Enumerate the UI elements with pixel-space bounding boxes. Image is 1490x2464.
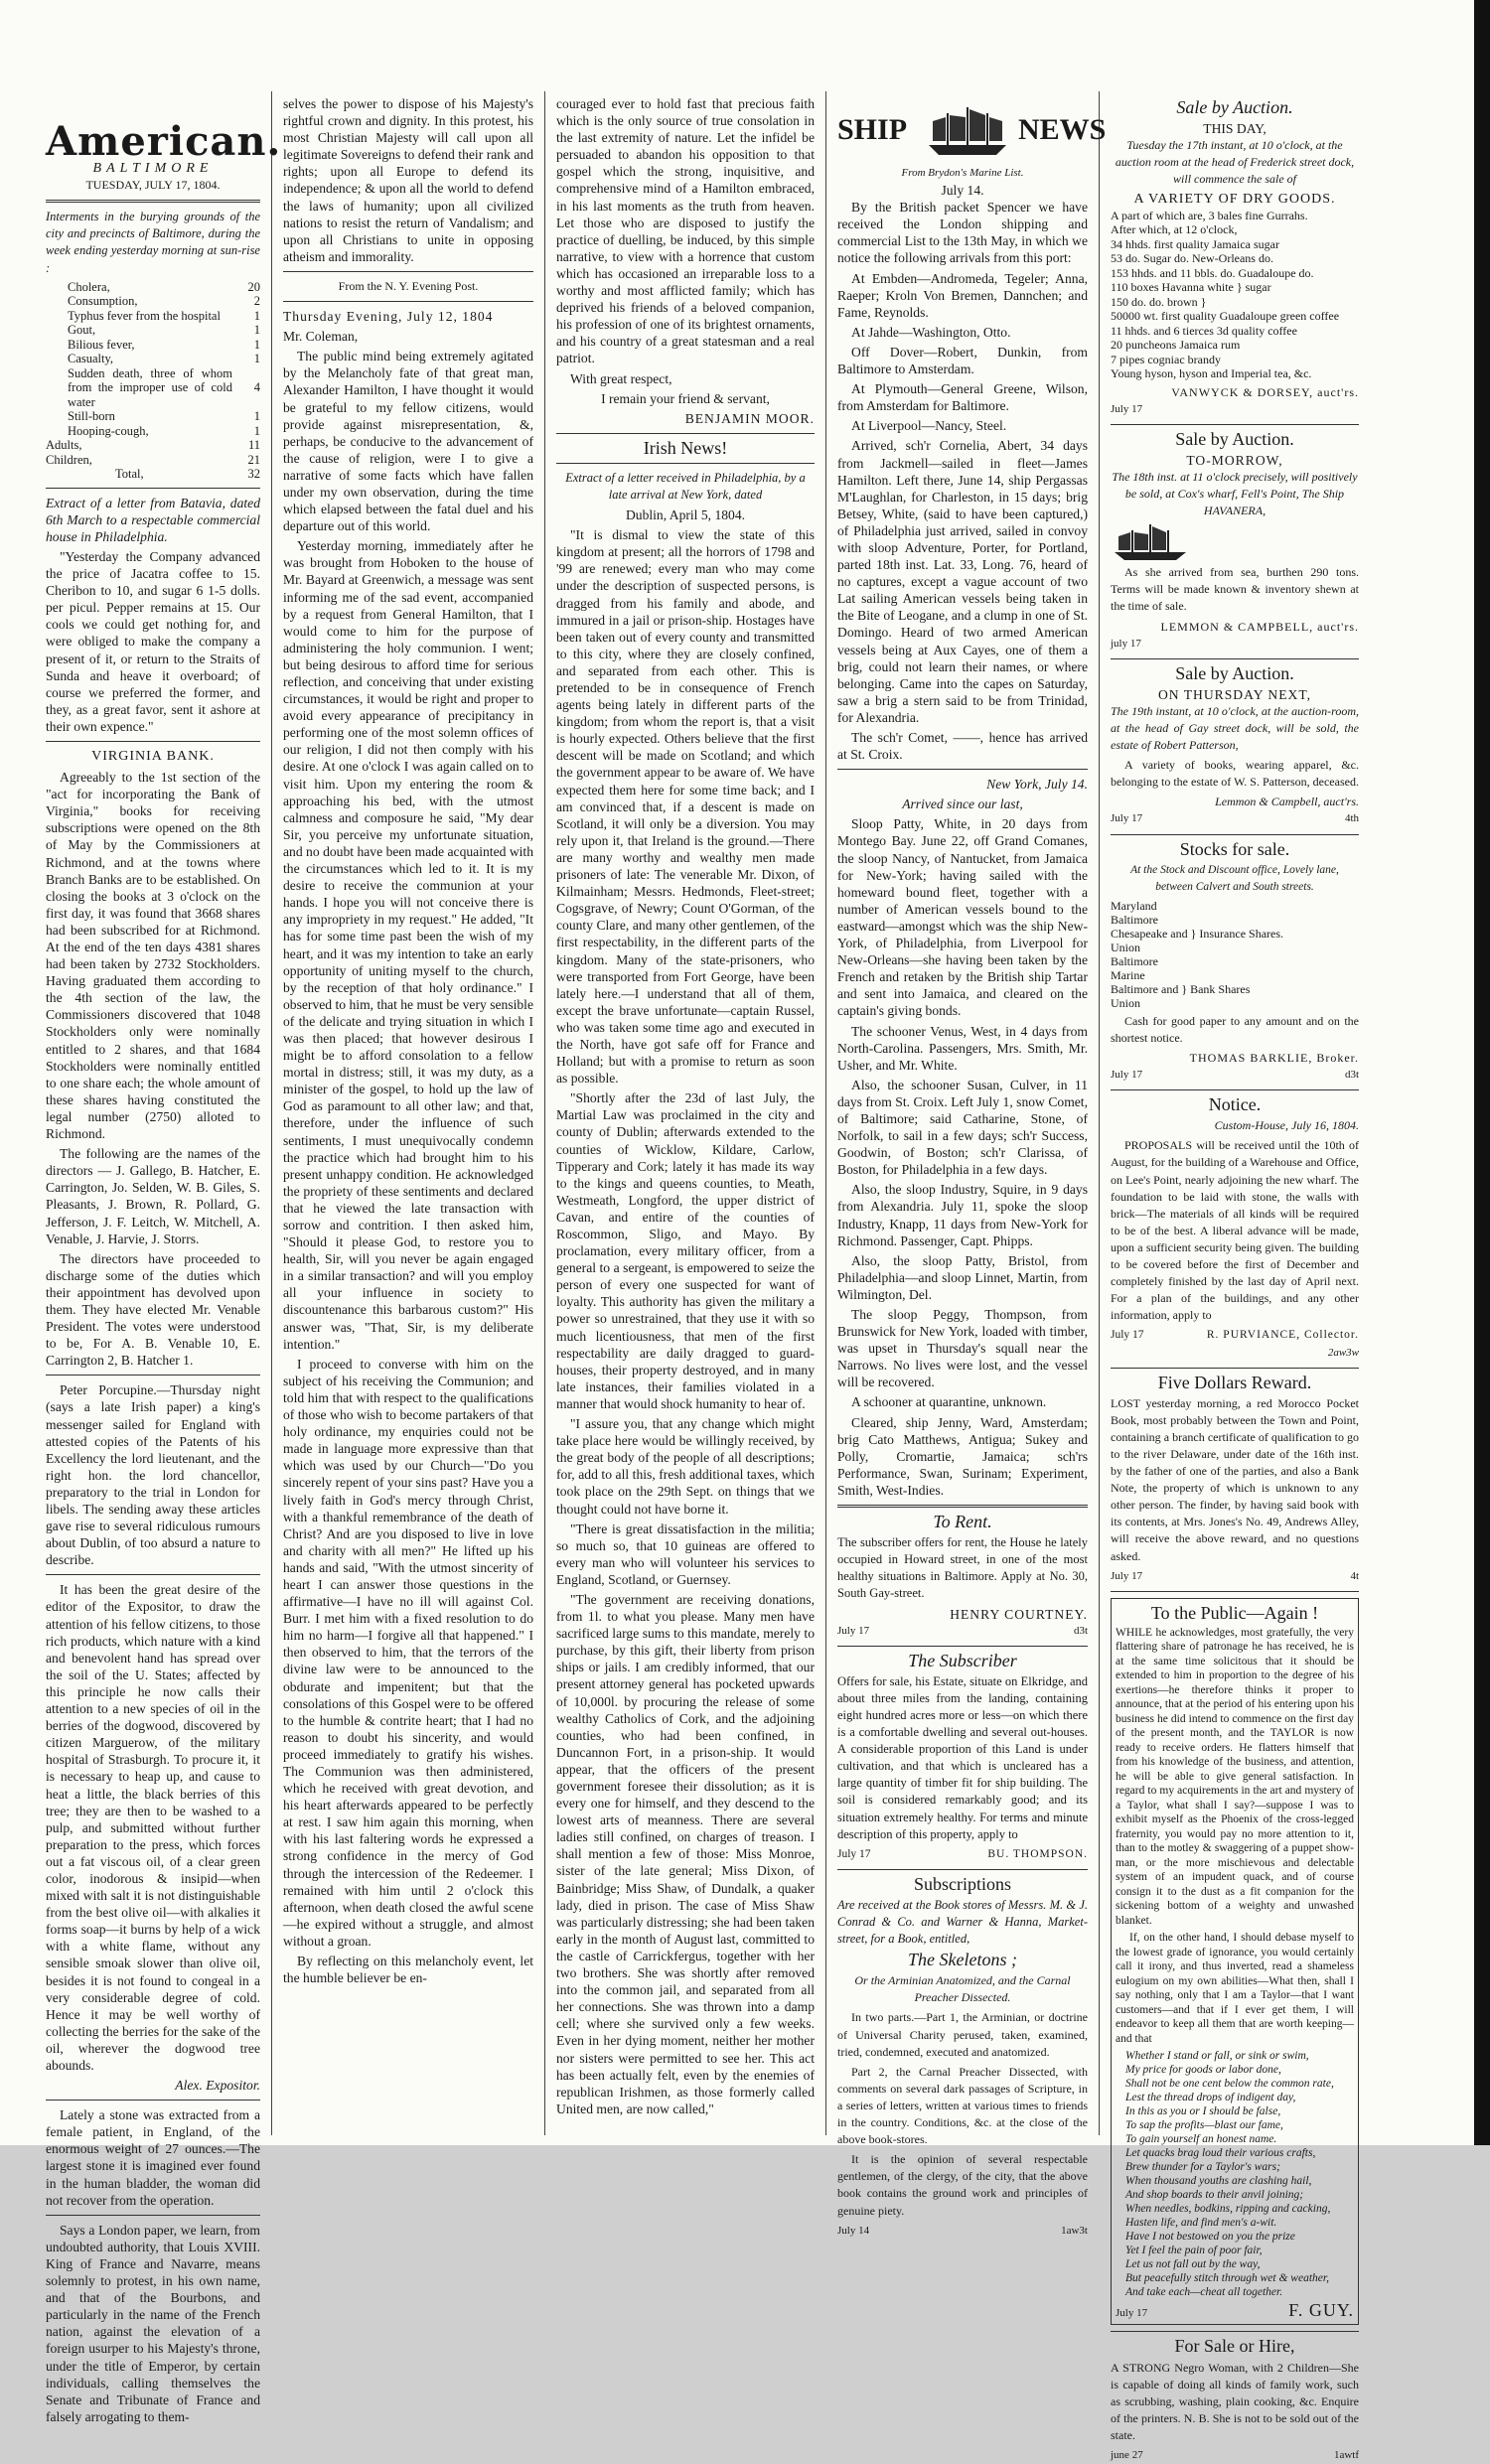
bill-cause: Casualty, bbox=[68, 352, 114, 366]
bill-row bbox=[46, 467, 260, 482]
ship-news-paragraph-11: Cleared, ship Jenny, Ward, Amsterdam; brig Cato Matthews, Antigua; Sukey and Polly, Cromartie, Jamaica; sch'rs Performance, Swan, Surinam; Experiment, Smith, West-Indies. bbox=[837, 1414, 1088, 1498]
masthead-divider bbox=[46, 200, 260, 203]
stocks-date: July 17 bbox=[1111, 1069, 1143, 1082]
column-2 bbox=[273, 95, 543, 2133]
dogwood-oil-paragraph: It has been the great desire of the editor of the Expositor, to draw the attention of his fellow citizens, to those rich products, which nature with a kind and benevolent hand has spread over the soil of the U. States; affected by this principle he now calls their attention to a new species of oil in the berries of the dogwood, discovered by citizen Marguerow, of the military hospital of Strasburgh. To procure it, it is necessary to heap up, and cause to heat a little, the black berries of this tree; they are then to be washed to a pulp, and submitted without further preparation to the press, which forces out a fat viscous oil, of a clear green color, inodorous & insipid—when mixed with salt it is not distinguishable from the best olive oil—with alkalies it forms soap—it burns by help of a wick with a white flame, without any sensible smoak slower than olive oil, besides it is not found to congeal in a very considerable degree of cold. Hence it may be well worthy of collecting the berries for the sake of the oil, wherever the dogwood tree abounds. bbox=[46, 1582, 260, 2073]
ship-news-paragraph-3: The sch'r Comet, ——, hence has arrived at St. Croix. bbox=[837, 730, 1088, 763]
virginia-bank-votes: The directors have proceeded to discharge some of the duties which their appointment has devolved upon them. They have elected Mr. Venable President. The votes were understood to be, For A. B. Venable 10, E. Carrington 2, B. Hatcher 1. bbox=[46, 1250, 260, 1369]
bill-cause: Consumption, bbox=[68, 294, 138, 309]
auction-1-body: Tuesday the 17th instant, at 10 o'clock, at the auction room at the head of Frederick street dock, will commence the sale of bbox=[1115, 138, 1355, 187]
subscriber-body: Offers for sale, his Estate, situate on Elkridge, and about three miles from the landing, containing eight hundred acres more or less—on which there is a comfortable dwelling and several out-houses. A considerable proportion of this Land is under cultivation, and that which is uncleared has a large quantity of timber fit for ship building. The soil is considered remarkably good; and its situation extremely healthy. For terms and minute description of this property, apply to bbox=[837, 1673, 1088, 1841]
ship-news-paragraph-8: Also, the sloop Patty, Bristol, from Philadelphia—and sloop Linnet, Martin, from Wilmington, Del. bbox=[837, 1252, 1088, 1302]
bill-row bbox=[46, 424, 260, 439]
bill-count: 1 bbox=[253, 409, 260, 424]
stocks-subheading: At the Stock and Discount office, Lovely lane, between Calvert and South streets. bbox=[1130, 863, 1339, 893]
sailing-ship-icon bbox=[921, 103, 1014, 159]
to-rent-heading: To Rent. bbox=[933, 1512, 992, 1532]
salutation: Mr. Coleman, bbox=[283, 329, 359, 345]
subscriptions-code: 1aw3t bbox=[1061, 2224, 1088, 2237]
ship-news-paragraph-6: Also, the schooner Susan, Culver, in 11 days from St. Croix. Left July 1, snow Comet, of Baltimore; said Catharine, Stone, of Norfolk, to sail in a few days; sch'r Success, Goodwin, of Boston; sch'r Clarissa, of Boston, for Philadelphia in a few days. bbox=[837, 1077, 1088, 1178]
source-line: From the N. Y. Evening Post. bbox=[338, 278, 479, 293]
arrival-item: At Jahde—Washington, Otto. bbox=[851, 324, 1011, 340]
ship-news-paragraph-9: The sloop Peggy, Thompson, from Brunswick for New York, loaded with timber, was upset in Thursday's squall near the Narrows. No lives were lost, and the vessel will be recovered. bbox=[837, 1307, 1088, 1390]
reward-footer bbox=[1111, 1568, 1359, 1585]
ship-news-date: July 14. bbox=[941, 183, 984, 199]
auction-1-this-day: THIS DAY, bbox=[1203, 121, 1266, 137]
divider bbox=[1111, 658, 1359, 659]
virginia-bank-directors: The following are the names of the directors — J. Gallego, B. Hatcher, E. Carrington, Jo. Selden, W. B. Giles, S. Pleasants, J. Brown, R. Pollard, G. Jefferson, J. F. Leitch, W. Mitchell, A. Venable, J. Harvie, J. Storrs. bbox=[46, 1146, 260, 1246]
divider bbox=[1111, 1089, 1359, 1090]
divider bbox=[46, 2215, 260, 2216]
bill-row bbox=[46, 366, 260, 410]
bill-cause: Still-born bbox=[68, 409, 115, 424]
ship-news-paragraph-5: The schooner Venus, West, in 4 days from North-Carolina. Passengers, Mrs. Smith, Mr. Usher, and Mr. White. bbox=[837, 1023, 1088, 1073]
bill-cause: Total, bbox=[115, 467, 144, 482]
hire-body: A STRONG Negro Woman, with 2 Children—She is capable of doing all kinds of family work, such as scrubbing, washing, plain cooking, &c. Enquire of the printers. N. B. She is not to be sold out of the state. bbox=[1111, 2360, 1359, 2442]
skeletons-part-2: Part 2, the Carnal Preacher Dissected, with comments on several dark passages of Scripture, in a series of letters, written at various times to friends in the country. Conditions, &c. at the close of the above book-stores. bbox=[837, 2064, 1088, 2147]
hire-code: 1awtf bbox=[1333, 2448, 1359, 2461]
subscriptions-heading: Subscriptions bbox=[913, 1873, 1011, 1894]
hamilton-continuation: couraged ever to hold fast that precious faith which is the only source of true consolation in the last extremity of nature. Let the infidel be persuaded to abandon his opposition to that gospel which the strong, inquisitive, and comprehensive mind of a Hamilton embraced, in his last moments as the truth from heaven. Let those who are disposed to justify the practice of duelling, be induced, by this simple narrative, to view with a horrence that custom which has occasioned an irreparable loss to a worthy and most afflicted family; which has deprived his friends of a beloved companion, his profession of one of its brightest ornaments, and his country of a great statesman and a real patriot. bbox=[556, 96, 815, 366]
auction-2-heading: Sale by Auction. bbox=[1175, 428, 1294, 449]
reward-date: July 17 bbox=[1111, 1569, 1143, 1582]
bill-count: 2 bbox=[253, 294, 260, 309]
stocks-footer bbox=[1111, 1067, 1359, 1084]
subscriber-signature: BU. THOMPSON. bbox=[987, 1847, 1088, 1860]
auction-3-date: July 17 bbox=[1111, 812, 1143, 825]
to-rent-code: d3t bbox=[1073, 1624, 1088, 1637]
auction-2-body: The 18th inst. at 11 o'clock precisely, will positively be sold, at Cox's wharf, Fell's Point, The Ship HAVANERA, bbox=[1112, 469, 1358, 518]
bill-count: 1 bbox=[253, 423, 260, 438]
divider bbox=[46, 741, 260, 742]
bill-row bbox=[46, 352, 260, 366]
closing-remain: I remain your friend & servant, bbox=[601, 390, 770, 406]
skeletons-subtitle: Or the Arminian Anatomized, and the Carnal Preacher Dissected. bbox=[854, 1973, 1071, 2005]
auction-2-date: july 17 bbox=[1111, 637, 1141, 650]
louis-xviii-paragraph: Says a London paper, we learn, from undoubted authority, that Louis XVIII. King of France and Navarre, means solemnly to protest, in his own name, and that of the Bourbons, and particularly in the name of the French nation, against the elevation of a foreign usurper to his Majesty's throne, under the title of Emperor, by certain individuals, calling themselves the Senate and Tribunate of France and falsely arrogating to them- bbox=[46, 2222, 260, 2424]
divider bbox=[837, 1505, 1088, 1508]
benjamin-moor-signature: BENJAMIN MOOR. bbox=[684, 410, 815, 426]
expositor-signature: Alex. Expositor. bbox=[175, 2078, 260, 2094]
bill-row bbox=[46, 280, 260, 295]
irish-paragraph-1: "It is dismal to view the state of this kingdom at present; all the horrors of 1798 and '99 are renewed; every man who may come under the description of suspected persons, is dragged from his family and abode, and immured in a jail or prison-ship. Hostages have been taken out of every county and transmitted to this city, where they are closely confined, and separated from each other. This is pretended to be in consequence of French agents being lately in different parts of the kingdom; from whom the report is, that a visit is hourly expected. Others believe that the first descent will be made on Scotland; and which the government appear to be aware of. We have expected them here for some time back; and I am convinced that, if a descent is made on Scotland, it will only be a diversion. You may rely upon it, that Ireland is the ground.—There are many worthy and wealthy men made prisoners of late: The venerable Mr. Dixon, of Kilmainham; Messrs. Hedmonds, Fleet-street; Cogsgrave, of Newry; Count O'Gorman, of the county Clare, and many other gentlemen, of the first respectability, in the different parts of the kingdom. Many of the state-prisoners, who were transported from Fort George, have been lately here.—I understand that all of them, except the brave unfortunate—captain Russel, who was taken some time ago and executed in the North, have got safe off for France and Holland; but with a promise to return as soon as possible. bbox=[556, 527, 815, 1087]
subscriptions-footer bbox=[837, 2223, 1088, 2240]
notice-body: PROPOSALS will be received until the 10th of August, for the building of a Warehouse and Office, on Lee's Point, nearly adjoining the new wharf. The foundation to be laid with stone, the walls with brick—The materials of all kinds will be required to be of the best. A liberal advance will be made, upon a sufficient security being given. The building to be covered before the first of December and completely finished by the last day of April next. For a plan of the buildings, and any other information, apply to bbox=[1111, 1138, 1359, 1323]
auction-1-heading: Sale by Auction. bbox=[1176, 97, 1293, 117]
public-poem: Whether I stand or fall, or sink or swim, My price for goods or labor done, Shall not be one cent below the common rate, Lest the thread drops of indigent day, In this as you or I should be false, To sap the profits—blast our fame, To gain yourself an honest name. Let quacks brag loud their various crafts, Brew thunder for a Taylor's wars; When thousand youths are clashing hail, And shop boards to their anvil joining; When needles, bodkins, ripping and cacking, Hasten life, and find men's a-wit. Have I not bestowed on you the prize Yet I feel the pain of poor fair, Let us not fall out by the way, But peacefully stitch through wet & weather, And take each—cheat all together. bbox=[1125, 2050, 1334, 2299]
bill-cause: Sudden death, three of whom from the improper use of cold water bbox=[68, 365, 232, 409]
dateline: Thursday Evening, July 12, 1804 bbox=[283, 309, 494, 325]
ship-news-paragraph-7: Also, the sloop Industry, Squire, in 9 days from Alexandria. July 11, spoke the sloop Industry, Knapp, 11 days from New-York for Richmond. Passenger, Capt. Phipps. bbox=[837, 1182, 1088, 1248]
bill-row bbox=[46, 453, 260, 468]
protest-continuation: selves the power to dispose of his Majesty's rightful crown and dignity. In this protest, his most Christian Majesty will call upon all legitimate Sovereigns to defend their rank and rights; upon all Europe to defend its independence; & upon all the world to defend the laws of humanity; upon all civilized nations to resist the return of Vandalism; and upon all Christians to unite in opposing atheism and immorality. bbox=[283, 96, 533, 264]
irish-dateline: Dublin, April 5, 1804. bbox=[625, 507, 746, 523]
bill-row bbox=[46, 309, 260, 324]
ship-news-paragraph-1: By the British packet Spencer we have received the London shipping and commercial List to the 13th May, in which we notice the following arrivals from this port: bbox=[837, 200, 1088, 266]
irish-news-heading: Irish News! bbox=[643, 437, 728, 458]
notice-code: 2aw3w bbox=[1327, 1346, 1359, 1359]
new-york-dateline: New York, July 14. bbox=[986, 777, 1088, 793]
subscriptions-body: Are received at the Book stores of Messrs. M. & J. Conrad & Co. and Warner & Hanna, Market-street, for a Book, entitled, bbox=[837, 1897, 1088, 1947]
masthead-date: TUESDAY, JULY 17, 1804. bbox=[85, 178, 221, 193]
irish-paragraph-4: "There is great dissatisfaction in the militia; so much so, that 10 guineas are offered to every man who will volunteer his services to England, Scotland, or Guernsey. bbox=[556, 1521, 815, 1587]
bill-cause: Adults, bbox=[46, 438, 82, 453]
notice-date: Custom-House, July 16, 1804. bbox=[1214, 1118, 1359, 1133]
ship-news-masthead bbox=[837, 103, 1107, 159]
auction-3-code: 4th bbox=[1344, 812, 1359, 825]
bill-cause: Gout, bbox=[68, 323, 96, 338]
irish-paragraph-3: "I assure you, that any change which might take place here would be willingly received, by the great body of the people of all descriptions; for, add to all this, fresh additional taxes, which took place on the 29th Sept. on things that we thought could not have borne it. bbox=[556, 1416, 815, 1517]
notice-heading: Notice. bbox=[1208, 1094, 1262, 1115]
hire-date: june 27 bbox=[1111, 2448, 1143, 2461]
hamilton-paragraph-2: Yesterday morning, immediately after he was brought from Hoboken to the house of Mr. Bayard at Greenwich, a message was sent informing me of the sad event, accompanied by a request from General Hamilton, that I would come to him for the purpose of administering the holy communion. I went; but being desirous to afford time for serious reflection, and conceiving that under existing circumstances, it would be right and proper to avoid every appearance of precipitancy in performing one of the most solemn offices of our religion, I did not then comply with his desire. At one o'clock I was again called on to visit him. Upon my entering the room & approaching his bed, with the utmost calmness and composure he said, "My dear Sir, you perceive my unfortunate situation, and no doubt have been made acquainted with the circumstances which led to it. It is my desire to receive the communion at your hands. I hope you will not conceive there is any impropriety in my request." He added, "It has for some time past been the wish of my heart, and it was my intention to take an early opportunity of uniting myself to the church, by the reception of that holy ordinance." I observed to him, that he must be very sensible of the delicate and trying situation in which I was then placed; that however desirous I might be to afford consolation to a fellow mortal in distress; still, it was my duty, as a minister of the gospel, to hold up the law of God as paramount to all other law; and that, therefore, under the influence of such sentiments, I must unequivocally condemn the practice which had brought him to his present unhappy condition. He acknowledged the propriety of these sentiments and declared that he viewed the late transaction with sorrow and contrition. I then asked him, "Should it please God, to restore you to health, Sir, will you never be again engaged in a similar transaction? and will you employ all your influence in society to discountenance this barbarous custom?" His answer was, "That, Sir, is my deliberate intention." bbox=[283, 538, 533, 1352]
hire-footer bbox=[1111, 2447, 1359, 2464]
bill-heading: Interments in the burying grounds of the city and precincts of Baltimore, during the week ending yesterday morning at sun-rise : bbox=[46, 210, 260, 275]
skeletons-opinion: It is the opinion of several respectable gentlemen, of the clergy, of the city, that the above book contains the ground work and principles of genuine piety. bbox=[837, 2152, 1088, 2218]
to-rent-body: The subscriber offers for rent, the House he lately occupied in Howard street, in one of the most healthy situations in Baltimore. Apply at No. 30, South Gay-street. bbox=[837, 1535, 1088, 1601]
hamilton-paragraph-4: By reflecting on this melancholy event, let the humble believer be en- bbox=[283, 1954, 533, 1986]
divider bbox=[837, 769, 1088, 770]
ship-news-ship-word: SHIP bbox=[837, 113, 908, 146]
reward-heading: Five Dollars Reward. bbox=[1157, 1372, 1312, 1392]
divider bbox=[283, 271, 533, 272]
stocks-list: Maryland Baltimore Chesapeake and } Insurance Shares. Union Baltimore Marine Baltimore and } Bank Shares Union bbox=[1111, 898, 1284, 1010]
ship-news-paragraph-2: Arrived, sch'r Cornelia, Abert, 34 days from Jackmell—sailed in fleet—James Hamilton. Left there, June 14, ship Pergassas M'Laughlan, for Charleston, in 15 days; brig Betsey, White, (said to have been captured,) of Philadelphia just arrived, sailed in convoy with sloop Adventure, Porter, for Portland, parted 18th inst. Lat. 33, Long. 76, heard of no captures, except a vague account of two Lat sailing American vessels being taken in the Bite of Leogane, and a clump in one of St. Domingo. Heard of two armed American vessels being at Aux Cayes, one of them a brig, could not learn their names, or where belonging. Came into the capes on Saturday, saw a brig a stern said to be from Trinidad, for Alexandria. bbox=[837, 438, 1088, 725]
sailing-ship-icon bbox=[1111, 522, 1190, 562]
divider bbox=[283, 301, 533, 302]
ship-news-paragraph-4: Sloop Patty, White, in 20 days from Montego Bay. June 22, off Grand Comanes, the sloop Nancy, of Nantucket, from Jamaica for New-York; having sailed with the homeward bound fleet, together with a number of American vessels bound to the eastward—amongst which was the ship New-York, of Philadelphia, from Liverpool for New-Orleans—she having been taken by the French and retaken by the British ship Tartar and sent into Jamaica, and cleared on the captain's giving bonds. bbox=[837, 816, 1088, 1019]
bill-cause: Hooping-cough, bbox=[68, 423, 149, 438]
divider bbox=[46, 1375, 260, 1376]
divider bbox=[46, 2100, 260, 2101]
stocks-heading: Stocks for sale. bbox=[1179, 838, 1290, 859]
notice-footer bbox=[1111, 1327, 1359, 1344]
divider bbox=[837, 1646, 1088, 1647]
auction-1-dry-goods: A VARIETY OF DRY GOODS. bbox=[1133, 192, 1336, 208]
bill-row bbox=[46, 294, 260, 309]
masthead-title: American. bbox=[46, 118, 282, 165]
subscriber-heading: The Subscriber bbox=[908, 1650, 1017, 1670]
divider bbox=[1111, 1591, 1359, 1592]
bill-count: 4 bbox=[253, 380, 260, 395]
column-1 bbox=[36, 99, 282, 2424]
batavia-paragraph: "Yesterday the Company advanced the price of Jacatra coffee to 15. Cheribon to 10, and sugar 6 1-5 dolls. per picul. Pepper remains at 15. Our cools we could get nothing for, and were obliged to make the company a present of it, or return to the Straits of Sunda and heave it overboard; of course we preferred the former, and they, as a great favor, sent it ashore at their own expence." bbox=[46, 548, 260, 734]
bill-count: 21 bbox=[247, 452, 260, 467]
to-rent-signature: HENRY COURTNEY. bbox=[950, 1606, 1088, 1622]
arrival-item: At Liverpool—Nancy, Steel. bbox=[851, 418, 1007, 434]
ship-news-news-word: NEWS bbox=[1018, 113, 1107, 146]
hamilton-paragraph-1: The public mind being extremely agitated by the Melancholy fate of that great man, Alexander Hamilton, I have thought it would be grateful to my fellow citizens, would provide against misrepresentation, &, perhaps, be conducive to the advancement of the cause of religion, were I to give a narrative of some facts which have fallen under my own observation, during the time which elapsed between the fatal duel and his departure out of this world. bbox=[283, 349, 533, 534]
auction-3-heading: Sale by Auction. bbox=[1175, 662, 1294, 683]
subscriptions-date: July 14 bbox=[837, 2224, 870, 2237]
public-date: July 17 bbox=[1116, 2307, 1148, 2320]
public-body-2: If, on the other hand, I should debase myself to the lowest grade of ignorance, you would certainly call it irony, and thus inverted, read a shameless eulogium on my own abilities—What then, shall I say nothing, only that I am a Taylor—that I want customers—and that if I ever get them, I will endeavor to keep all them that are worth keeping—and that bbox=[1116, 1932, 1354, 2045]
subscriber-date: July 17 bbox=[837, 1847, 871, 1860]
bill-count: 1 bbox=[253, 352, 260, 366]
bill-count: 1 bbox=[253, 323, 260, 338]
bill-count: 1 bbox=[253, 308, 260, 323]
column-rule bbox=[825, 91, 826, 2135]
column-rule bbox=[271, 91, 272, 2135]
bill-cause: Cholera, bbox=[68, 279, 110, 294]
bill-cause: Children, bbox=[46, 452, 92, 467]
bill-of-mortality-table bbox=[46, 280, 260, 482]
bill-count: 20 bbox=[247, 279, 260, 294]
skeletons-part-1: In two parts.—Part 1, the Arminian, or doctrine of Universal Charity perused, taken, examined, tried, condemned, executed and anatomized. bbox=[837, 2010, 1088, 2059]
public-heading: To the Public—Again ! bbox=[1150, 1602, 1319, 1623]
public-footer bbox=[1116, 2302, 1354, 2322]
auction-2-signature: LEMMON & CAMPBELL, auct'rs. bbox=[1160, 619, 1359, 634]
irish-paragraph-5: "The government are receiving donations, from 1l. to what you please. Many men have sacrificed large sums to this mandate, merely to purchase, by this gift, their liberty from prison ships or jails. I am credibly informed, that our present attorney general has pocketed upwards of 10,000l. by procuring the release of some wealthy Catholics of Cork, and the adjoining counties, who had been confined, in Duncannon Fort, in a prison-ship. It would appear, that the officers of the present government foresee their dissolution; as it is every one for himself, and they descend to the lowest arts of meanness. There are several ladies still confined, on charges of treason. I shall mention a few of those: Miss Monroe, sister of the late general; Miss Dixon, of Bainbridge; Miss Shaw, of Dundalk, a quaker lady, died in prison. The case of Miss Shaw was particularly distressing; she had been taken early in the month of August last, committed to the castle of Carrickfergus, together with her two brothers. She was shortly after removed into the common jail, and separated from all her connections. She was thrown into a damp cell; where she survived only a few weeks. Even in her dying moment, neither her mother nor sisters were permitted to see her. This act has been actually felt, even by the enemies of republican Irishmen, as those formerly called United men, are now called," bbox=[556, 1591, 815, 2116]
auction-3-footer bbox=[1111, 810, 1359, 827]
divider bbox=[1111, 424, 1359, 425]
irish-paragraph-2: "Shortly after the 23d of last July, the Martial Law was proclaimed in the city and county of Dublin; afterwards extended to the counties of Wicklow, Kildare, Carlow, Tipperary and Cork; lately it has made its way to the kings and queens counties, to Meath, Westmeath, Longford, the upper district of Cavan, and entire of the counties of Roscommon, Sligo, and Mayo. By proclamation, every military officer, from a general to a sergeant, is empowered to seize the person of every one suspected for want of loyalty. This authority has given the military a power so unrestrained, that they use it with so much licentiousness, that men of the first respectability are daily dragged to guard-houses, their property destroyed, and in many late instances, their families violated in a manner that would shock humanity to hear of. bbox=[556, 1090, 815, 1411]
to-rent-footer bbox=[837, 1623, 1088, 1640]
bill-row bbox=[46, 323, 260, 338]
stocks-body: Cash for good paper to any amount and on the shortest notice. bbox=[1111, 1013, 1359, 1045]
auction-3-signature: Lemmon & Campbell, auct'rs. bbox=[1215, 795, 1359, 809]
bill-count: 1 bbox=[253, 337, 260, 352]
auction-1-signature: VANWYCK & DORSEY, auct'rs. bbox=[1171, 384, 1359, 399]
divider bbox=[46, 488, 260, 489]
notice-signature: R. PURVIANCE, Collector. bbox=[1206, 1329, 1359, 1342]
bill-cause: Bilious fever, bbox=[68, 337, 135, 352]
bill-cause: Typhus fever from the hospital bbox=[68, 308, 221, 323]
arrival-item: Off Dover—Robert, Dunkin, from Baltimore to Amsterdam. bbox=[837, 344, 1088, 377]
to-rent-date: July 17 bbox=[837, 1624, 870, 1637]
reward-code: 4t bbox=[1350, 1569, 1359, 1582]
hire-heading: For Sale or Hire, bbox=[1174, 2336, 1295, 2357]
arrived-since-heading: Arrived since our last, bbox=[902, 797, 1023, 812]
public-signature: F. GUY. bbox=[1288, 2300, 1354, 2321]
auction-3-thursday: ON THURSDAY NEXT, bbox=[1157, 686, 1312, 702]
stocks-signature: THOMAS BARKLIE, Broker. bbox=[1189, 1051, 1359, 1065]
auction-1-list: A part of which are, 3 bales fine Gurrahs. After which, at 12 o'clock, 34 hhds. first quality Jamaica sugar 53 do. Sugar do. New-Orleans do. 153 hhds. and 11 bbls. do. Guadaloupe do. 110 boxes Havanna white } sugar 150 do. do. brown } 50000 wt. first quality Guadaloupe green coffee 11 hhds. and 6 tierces 3d quality coffee 20 puncheons Jamaica rum 7 pipes cogniac brandy Young hyson, hyson and Imperial tea, &c. bbox=[1111, 208, 1340, 381]
column-rule bbox=[1099, 91, 1100, 2135]
skeletons-title: The Skeletons ; bbox=[908, 1950, 1017, 1970]
auction-2-tomorrow: TO-MORROW, bbox=[1186, 452, 1283, 468]
notice-when: July 17 bbox=[1111, 1329, 1144, 1342]
divider bbox=[556, 463, 815, 464]
arrival-item: At Plymouth—General Greene, Wilson, from Amsterdam for Baltimore. bbox=[837, 381, 1088, 414]
reward-body: LOST yesterday morning, a red Morocco Pocket Book, most probably between the Town and Point, containing a branch certificate of qualification to go to the river Delaware, under date of the 16th inst. by the father of one of the parties, and also a Bank Note, the property of which is unknown to any other person. The finder, by having said book with its contents, at Mrs. Jones's No. 49, Andrews Alley, will receive the above reward, and no questions asked. bbox=[1111, 1395, 1359, 1563]
auction-2-body-2: As she arrived from sea, burthen 290 tons. Terms will be made known & inventory shewn at the time of sale. bbox=[1111, 565, 1359, 614]
arrival-item: At Embden—Andromeda, Tegeler; Anna, Raeper; Kroln Von Bremen, Dannchen; and Fame, Reynolds. bbox=[837, 270, 1088, 320]
bill-count: 32 bbox=[247, 467, 260, 482]
bill-count: 11 bbox=[247, 438, 260, 453]
masthead-city: BALTIMORE bbox=[92, 161, 214, 177]
irish-extract-heading: Extract of a letter received in Philadelphia, by a late arrival at New York, dated bbox=[565, 470, 806, 502]
subscriber-footer bbox=[837, 1846, 1088, 1863]
hamilton-paragraph-3: I proceed to converse with him on the subject of his receiving the Communion; and told him that with respect to the qualifications of those who wish to become partakers of that holy ordinance, my enquiries could not be made in language more expressive than that which was used by our Church—"Do you sincerely repent of your sins past? Have you a lively faith in God's mercy through Christ, with a thankful remembrance of the death of Christ? And are you disposed to live in love and charity with all men?" He lifted up his hands and said, "With the utmost sincerity of heart I can answer those questions in the affirmative—I have no ill will against Col. Burr. I met him with a fixed resolution to do him no harm—I forgive all that happened." I then observed to him, that the terrors of the divine law were to be announced to the obdurate and impenitent; but that the consolations of this Gospel were to be offered to the humble & contrite heart; that I had no reason to doubt his sincerity, and would proceed immediately to gratify his wishes. The Communion was then administered, which he received with great devotion, and his heart afterwards appeared to be perfectly at rest. I saw him again this morning, when with his last faltering words he expressed a strong confidence in the mercy of God through the intercession of the Redeemer. I remained with him until 2 o'clock this afternoon, when death closed the awful scene—he expired without a struggle, and almost without a groan. bbox=[283, 1356, 533, 1949]
public-body: WHILE he acknowledges, most gratefully, the very flattering share of patronage he has received, he is at the same time solicitous that it should be extended to him in proportion to the degree of his exertions—he therefore thinks it proper to announce, that at the period of his entering upon his business he did intend to commence on the first day of the present month, and the TAYLOR is now ready to receive orders. He flatters himself that from his knowledge of the business, and attention, he will be able to give general satisfaction. In regard to my acquirements in the art and mystery of a Taylor, what shall I say?—suppose I was to exhibit myself as the Phoenix of the cross-legged fraternity, you would pay no more attention to it, than to the motley & swaggering of a puppet show-man, or the more mischievous and delectable system of an impudent quack, and of course consign it to the dust as a fit companion for the sickening bottom of a weighty and unwashed blanket. bbox=[1116, 1626, 1354, 1927]
bill-row bbox=[46, 409, 260, 424]
closing-respect: With great respect, bbox=[570, 370, 672, 386]
stocks-code: d3t bbox=[1344, 1069, 1359, 1082]
column-5 bbox=[1101, 95, 1369, 2461]
to-the-public-ad bbox=[1111, 1598, 1359, 2326]
column-rule bbox=[544, 91, 545, 2135]
virginia-bank-paragraph: Agreeably to the 1st section of the "act for incorporating the Bank of Virginia," books for receiving subscriptions were opened on the 8th of May by the Commissioners at Richmond, and at the towns where Branch Banks are to be established. On closing the books at 3 o'clock on the first day, it was found that 3668 shares had been subscribed for at Richmond. At the end of the ten days 4381 shares had been taken by 2732 Stockholders. Having graduated them according to the 4th section of the law, the Commissioners discovered that 1048 Stockholders only were nominally entitled to 2 shares, and that 1684 Stockholders were nominally entitled to one share each; the whole amount of these shares having constituted the legal number (2750) alloted to Richmond. bbox=[46, 770, 260, 1142]
divider bbox=[556, 433, 815, 434]
bill-row bbox=[46, 438, 260, 453]
virginia-bank-heading: VIRGINIA BANK. bbox=[91, 748, 215, 764]
divider bbox=[1111, 1368, 1359, 1369]
auction-1-date: July 17 bbox=[1111, 402, 1143, 415]
divider bbox=[1111, 2331, 1359, 2332]
column-4 bbox=[827, 95, 1107, 2237]
ship-news-paragraph-10: A schooner at quarantine, unknown. bbox=[851, 1394, 1047, 1410]
auction-3-body: The 19th instant, at 10 o'clock, at the auction-room, at the head of Gay street dock, will be sold, the estate of Robert Patterson, bbox=[1111, 703, 1359, 753]
column-3 bbox=[546, 95, 824, 2133]
auction-3-body-2: A variety of books, wearing apparel, &c. belonging to the estate of W. S. Patterson, deceased. bbox=[1111, 758, 1359, 790]
divider bbox=[1111, 834, 1359, 835]
bill-row bbox=[46, 338, 260, 353]
stone-paragraph: Lately a stone was extracted from a female patient, in England, of the enormous weight of 27 ounces.—The largest stone it is imagined ever found in the human bladder, the woman did not recover from the operation. bbox=[46, 2107, 260, 2208]
divider bbox=[837, 1869, 1088, 1870]
divider bbox=[46, 1574, 260, 1575]
batavia-heading: Extract of a letter from Batavia, dated 6th March to a respectable commercial house in Philadelphia. bbox=[46, 495, 260, 544]
peter-porcupine-paragraph: Peter Porcupine.—Thursday night (says a late Irish paper) a king's messenger sailed for England with attested copies of the Patents of his Excellency the lord lieutenant, and the right hon. the lord chancellor, preparatory to the trial in London for libels. The sending away these articles gave rise to several ridiculous rumours about Dublin, of too absurd a nature to describe. bbox=[46, 1382, 260, 1568]
marine-list-source: From Brydon's Marine List. bbox=[901, 167, 1024, 179]
